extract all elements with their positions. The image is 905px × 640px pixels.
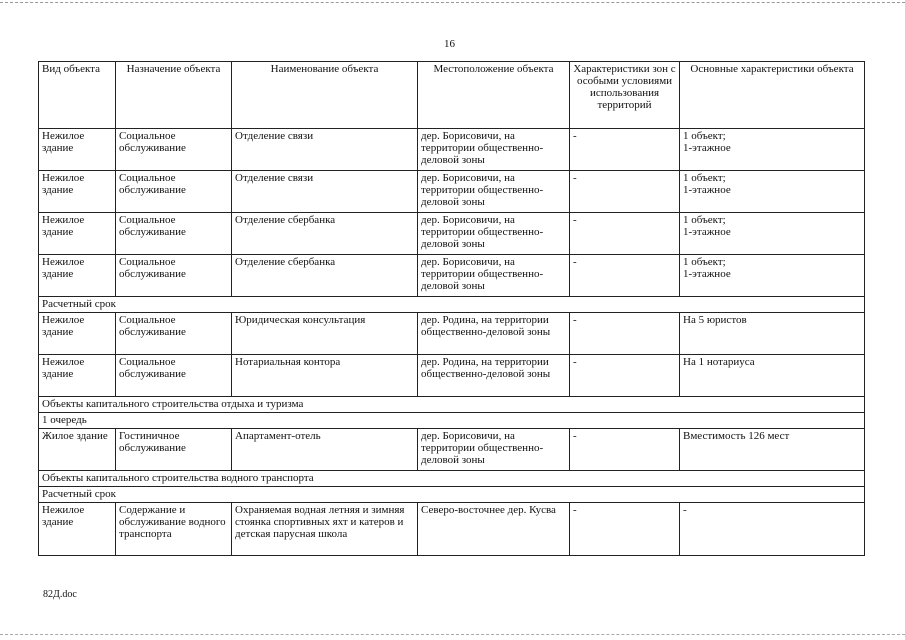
table-row bbox=[39, 129, 865, 171]
section-row bbox=[39, 471, 865, 487]
table-cell: дер. Родина, на территории общественно-деловой зоны bbox=[418, 355, 570, 397]
table-cell: Социальное обслуживание bbox=[116, 213, 232, 255]
table-cell: Нежилое здание bbox=[39, 129, 116, 171]
table-cell: дер. Борисовичи, на территории общественно-деловой зоны bbox=[418, 129, 570, 171]
table-row bbox=[39, 429, 865, 471]
section-label: Расчетный срок bbox=[39, 297, 865, 313]
table-cell: Отделение связи bbox=[232, 129, 418, 171]
table-cell: 1 объект; 1-этажное bbox=[680, 213, 865, 255]
column-header: Наименование объекта bbox=[232, 62, 418, 129]
table-cell: - bbox=[570, 213, 680, 255]
bottom-scan-edge bbox=[0, 634, 905, 635]
table-cell: Социальное обслуживание bbox=[116, 255, 232, 297]
section-label: Объекты капитального строительства отдыха и туризма bbox=[39, 397, 865, 413]
table-cell: - bbox=[570, 313, 680, 355]
table-cell: Апартамент-отель bbox=[232, 429, 418, 471]
footer-filename: 82Д.doc bbox=[43, 589, 77, 600]
table-row bbox=[39, 503, 865, 556]
table-cell: Нежилое здание bbox=[39, 355, 116, 397]
table-body bbox=[39, 129, 865, 556]
table-cell: Отделение сбербанка bbox=[232, 213, 418, 255]
table-cell: дер. Борисовичи, на территории общественно-деловой зоны bbox=[418, 213, 570, 255]
section-row bbox=[39, 413, 865, 429]
table-cell: Охраняемая водная летняя и зимняя стоянка спортивных яхт и катеров и детская парусная школа bbox=[232, 503, 418, 556]
table-cell: На 5 юристов bbox=[680, 313, 865, 355]
section-row bbox=[39, 397, 865, 413]
table-cell: Жилое здание bbox=[39, 429, 116, 471]
section-row bbox=[39, 487, 865, 503]
table-cell: Нежилое здание bbox=[39, 213, 116, 255]
section-label: 1 очередь bbox=[39, 413, 865, 429]
column-header: Основные характеристики объекта bbox=[680, 62, 865, 129]
table-cell: 1 объект; 1-этажное bbox=[680, 171, 865, 213]
table-row bbox=[39, 313, 865, 355]
table-cell: Юридическая консультация bbox=[232, 313, 418, 355]
section-label: Объекты капитального строительства водного транспорта bbox=[39, 471, 865, 487]
table-cell: Отделение сбербанка bbox=[232, 255, 418, 297]
table-cell: Нежилое здание bbox=[39, 313, 116, 355]
table-cell: - bbox=[570, 129, 680, 171]
table-row bbox=[39, 255, 865, 297]
table-cell: Социальное обслуживание bbox=[116, 313, 232, 355]
table-cell: Социальное обслуживание bbox=[116, 355, 232, 397]
table-cell: Нежилое здание bbox=[39, 255, 116, 297]
table-cell: - bbox=[570, 355, 680, 397]
table-cell: Социальное обслуживание bbox=[116, 129, 232, 171]
table-cell: Нотариальная контора bbox=[232, 355, 418, 397]
section-label: Расчетный срок bbox=[39, 487, 865, 503]
table-cell: Отделение связи bbox=[232, 171, 418, 213]
section-row bbox=[39, 297, 865, 313]
table-cell: Содержание и обслуживание водного транспорта bbox=[116, 503, 232, 556]
table-cell: - bbox=[680, 503, 865, 556]
table-cell: Гостиничное обслуживание bbox=[116, 429, 232, 471]
table-cell: дер. Борисовичи, на территории общественно-деловой зоны bbox=[418, 429, 570, 471]
table-cell: Нежилое здание bbox=[39, 503, 116, 556]
table-row bbox=[39, 213, 865, 255]
table-cell: дер. Родина, на территории общественно-деловой зоны bbox=[418, 313, 570, 355]
table-cell: Вместимость 126 мест bbox=[680, 429, 865, 471]
top-scan-edge bbox=[0, 2, 905, 3]
table-cell: дер. Борисовичи, на территории общественно-деловой зоны bbox=[418, 255, 570, 297]
table-cell: 1 объект; 1-этажное bbox=[680, 255, 865, 297]
table-cell: - bbox=[570, 255, 680, 297]
table-cell: Социальное обслуживание bbox=[116, 171, 232, 213]
objects-table bbox=[38, 61, 865, 556]
column-header: Характеристики зон с особыми условиями использования территорий bbox=[570, 62, 680, 129]
page-number: 16 bbox=[444, 38, 455, 50]
table-cell: На 1 нотариуса bbox=[680, 355, 865, 397]
table-cell: Северо-восточнее дер. Кусва bbox=[418, 503, 570, 556]
table-row bbox=[39, 355, 865, 397]
table-header-row bbox=[39, 62, 865, 129]
column-header: Назначение объекта bbox=[116, 62, 232, 129]
table-cell: дер. Борисовичи, на территории общественно-деловой зоны bbox=[418, 171, 570, 213]
table-row bbox=[39, 171, 865, 213]
column-header: Вид объекта bbox=[39, 62, 116, 129]
column-header: Местоположение объекта bbox=[418, 62, 570, 129]
table-cell: Нежилое здание bbox=[39, 171, 116, 213]
table-cell: - bbox=[570, 171, 680, 213]
table-cell: 1 объект; 1-этажное bbox=[680, 129, 865, 171]
table-cell: - bbox=[570, 429, 680, 471]
table-cell: - bbox=[570, 503, 680, 556]
